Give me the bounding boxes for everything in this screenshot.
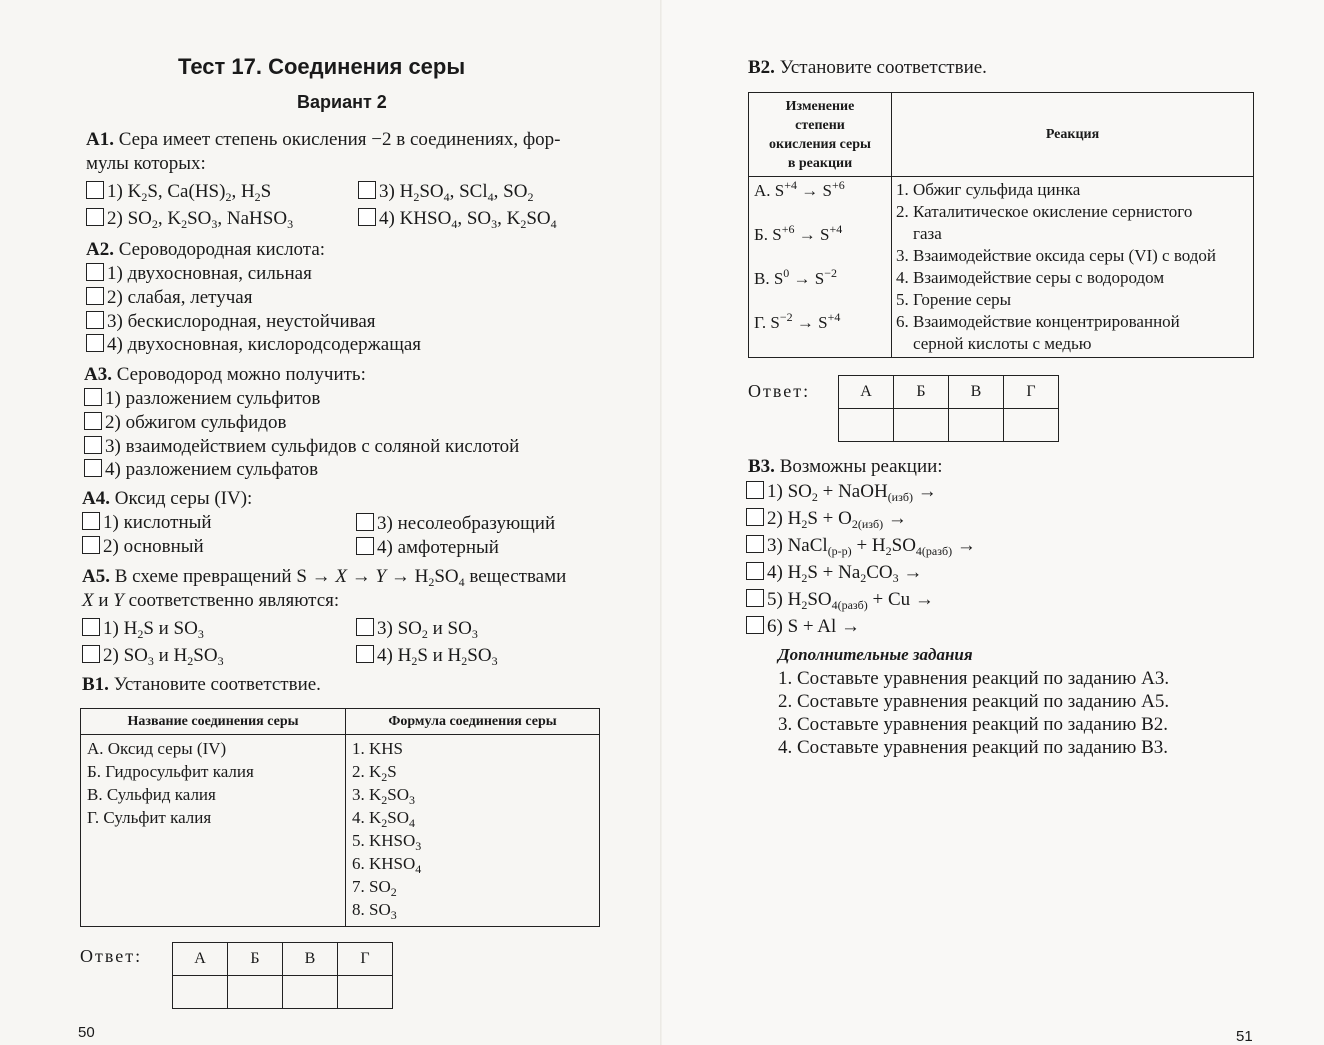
answer-table-b2 xyxy=(838,375,1059,442)
a2-option-1[interactable]: 1) двухосновная, сильная xyxy=(86,262,312,285)
checkbox[interactable] xyxy=(84,388,102,406)
checkbox[interactable] xyxy=(356,537,374,555)
checkbox[interactable] xyxy=(356,618,374,636)
question-a1-cont: мулы которых: xyxy=(86,153,206,174)
a3-option-2[interactable]: 2) обжигом сульфидов xyxy=(84,411,286,434)
a1-option-1[interactable]: 1) $K_2S$, $Ca(HS)_2$, $H_2S$ xyxy=(86,180,271,203)
b2-change-v: В. $S^0 \to S^{-2}$ xyxy=(754,266,838,288)
a5-option-1[interactable]: 1) $H_2S$ и $SO_3$ xyxy=(82,617,204,640)
b1-formula-5: 5. $KHSO_3$ xyxy=(352,831,422,853)
checkbox[interactable] xyxy=(86,263,104,281)
answer-cell[interactable] xyxy=(338,976,393,1009)
answer-col-v: В xyxy=(283,943,338,976)
b1-col-formula-header: Формула соединения серы xyxy=(346,709,600,735)
a1-option-4[interactable]: 4) $KHSO_4$, $SO_3$, $K_2SO_4$ xyxy=(358,207,557,230)
checkbox[interactable] xyxy=(746,562,764,580)
checkbox[interactable] xyxy=(746,508,764,526)
question-a4: А4. Оксид серы (IV): xyxy=(82,488,253,509)
checkbox[interactable] xyxy=(746,589,764,607)
b1-formula-4: 4. $K_2SO_4$ xyxy=(352,808,416,830)
a4-option-3[interactable]: 3) несолеобразующий xyxy=(356,512,555,535)
checkbox[interactable] xyxy=(86,334,104,352)
question-a5-cont: X и Y соответственно являются: xyxy=(82,590,340,611)
extra-task-4: 4. Составьте уравнения реакций по заданию В3. xyxy=(778,737,1169,758)
b1-name-g: Г. Сульфит калия xyxy=(87,808,212,827)
b3-option-1[interactable]: 1) $SO_2$ + NaOH$_{(изб)}$ → xyxy=(746,480,937,503)
a3-option-3[interactable]: 3) взаимодействием сульфидов с соляной кислотой xyxy=(84,435,519,458)
question-a5: А5. В схеме превращений $S \to X \to Y \to H_2SO_4$ веществами xyxy=(82,566,567,589)
b1-formula-3: 3. $K_2SO_3$ xyxy=(352,785,416,807)
a5-option-3[interactable]: 3) $SO_2$ и $SO_3$ xyxy=(356,617,478,640)
question-b3: В3. Возможны реакции: xyxy=(748,456,943,477)
answer-col-b: Б xyxy=(894,376,949,409)
checkbox[interactable] xyxy=(86,181,104,199)
answer-cell[interactable] xyxy=(173,976,228,1009)
b2-reaction-6: 6. Взаимодействие концентрированной xyxy=(896,312,1180,331)
answer-cell[interactable] xyxy=(839,409,894,442)
checkbox[interactable] xyxy=(746,535,764,553)
page-number: 50 xyxy=(78,1024,95,1041)
b1-formula-7: 7. $SO_2$ xyxy=(352,877,397,899)
a5-option-2[interactable]: 2) $SO_3$ и $H_2SO_3$ xyxy=(82,644,224,667)
b1-formula-6: 6. $KHSO_4$ xyxy=(352,854,422,876)
b2-change-b: Б. $S^{+6} \to S^{+4}$ xyxy=(754,222,843,244)
question-a2: А2. Сероводородная кислота: xyxy=(86,239,326,260)
answer-table-b1 xyxy=(172,942,393,1009)
b2-reaction-3: 3. Взаимодействие оксида серы (VI) с водой xyxy=(896,246,1217,265)
answer-cell[interactable] xyxy=(1004,409,1059,442)
answer-cell[interactable] xyxy=(894,409,949,442)
b3-option-3[interactable]: 3) NaCl$_{(р-р)}$ + $H_2SO_{4(разб)}$ → xyxy=(746,534,976,557)
answer-col-v: В xyxy=(949,376,1004,409)
checkbox[interactable] xyxy=(86,311,104,329)
answer-cell[interactable] xyxy=(283,976,338,1009)
a1-option-2[interactable]: 2) $SO_2$, $K_2SO_3$, NaHSO$_3$ xyxy=(86,207,293,230)
b2-col-change-header: Изменение степени окисления серы в реакции xyxy=(749,93,892,177)
b2-match-table xyxy=(748,92,1254,358)
test-title: Тест 17. Соединения серы xyxy=(178,54,466,79)
b1-col-name-header: Название соединения серы xyxy=(81,709,346,735)
variant-title: Вариант 2 xyxy=(297,92,387,112)
checkbox[interactable] xyxy=(84,459,102,477)
checkbox[interactable] xyxy=(746,481,764,499)
b2-col-reaction-header: Реакция xyxy=(892,93,1254,177)
answer-col-a: А xyxy=(173,943,228,976)
b3-option-5[interactable]: 5) $H_2SO_{4(разб)} + Cu$ → xyxy=(746,588,934,611)
b1-formula-2: 2. $K_2S$ xyxy=(352,762,397,784)
right-page xyxy=(662,0,1324,1045)
b2-reaction-2-cont: газа xyxy=(896,224,942,243)
b2-reaction-5: 5. Горение серы xyxy=(896,290,1012,309)
answer-cell[interactable] xyxy=(228,976,283,1009)
b2-change-a: А. $S^{+4} \to S^{+6}$ xyxy=(754,178,845,200)
b3-option-4[interactable]: 4) $H_2S + Na_2CO_3$ → xyxy=(746,561,922,584)
checkbox[interactable] xyxy=(84,412,102,430)
question-a3: А3. Сероводород можно получить: xyxy=(84,364,366,385)
checkbox[interactable] xyxy=(82,536,100,554)
b1-formulas-cell xyxy=(346,735,600,927)
answer-col-a: А xyxy=(839,376,894,409)
a4-option-4[interactable]: 4) амфотерный xyxy=(356,536,499,559)
b3-option-6[interactable]: 6) S + Al → xyxy=(746,615,860,638)
answer-label: Ответ: xyxy=(748,381,811,401)
answer-label: Ответ: xyxy=(80,946,143,966)
checkbox[interactable] xyxy=(358,208,376,226)
checkbox[interactable] xyxy=(86,208,104,226)
extra-task-1: 1. Составьте уравнения реакций по заданию А3. xyxy=(778,668,1170,689)
a2-option-3[interactable]: 3) бескислородная, неустойчивая xyxy=(86,310,376,333)
a1-option-3[interactable]: 3) $H_2SO_4$, SCl$_4$, $SO_2$ xyxy=(358,180,533,203)
checkbox[interactable] xyxy=(82,645,100,663)
b3-option-2[interactable]: 2) $H_2S + O_{2(изб)}$ → xyxy=(746,507,907,530)
checkbox[interactable] xyxy=(82,618,100,636)
a3-option-1[interactable]: 1) разложением сульфитов xyxy=(84,387,320,410)
question-b1: В1. Установите соответствие. xyxy=(82,674,321,695)
a2-option-2[interactable]: 2) слабая, летучая xyxy=(86,286,252,309)
checkbox[interactable] xyxy=(86,287,104,305)
b2-change-g: Г. $S^{-2} \to S^{+4}$ xyxy=(754,310,841,332)
b1-name-a: А. Оксид серы (IV) xyxy=(87,739,227,758)
checkbox[interactable] xyxy=(356,645,374,663)
b2-reaction-1: 1. Обжиг сульфида цинка xyxy=(896,180,1081,199)
b1-name-b: Б. Гидросульфит калия xyxy=(87,762,254,781)
page-number: 51 xyxy=(1236,1028,1253,1045)
extra-tasks-title: Дополнительные задания xyxy=(778,645,973,664)
b1-match-table xyxy=(80,708,600,927)
a2-option-4[interactable]: 4) двухосновная, кислородсодержащая xyxy=(86,333,421,356)
question-b2: В2. Установите соответствие. xyxy=(748,57,987,78)
b1-name-v: В. Сульфид калия xyxy=(87,785,216,804)
extra-task-3: 3. Составьте уравнения реакций по заданию В2. xyxy=(778,714,1169,735)
b2-reaction-6-cont: серной кислоты с медью xyxy=(896,334,1092,353)
a4-option-1[interactable]: 1) кислотный xyxy=(82,511,212,534)
checkbox[interactable] xyxy=(84,436,102,454)
checkbox[interactable] xyxy=(746,616,764,634)
b1-formula-1: 1. KHS xyxy=(352,739,404,758)
answer-col-b: Б xyxy=(228,943,283,976)
a5-option-4[interactable]: 4) $H_2S$ и $H_2SO_3$ xyxy=(356,644,498,667)
question-a1: А1. Сера имеет степень окисления −2 в соединениях, фор- xyxy=(86,129,561,150)
answer-col-g: Г xyxy=(338,943,393,976)
b2-reaction-2: 2. Каталитическое окисление сернистого xyxy=(896,202,1193,221)
checkbox[interactable] xyxy=(358,181,376,199)
b2-reaction-4: 4. Взаимодействие серы с водородом xyxy=(896,268,1165,287)
b1-formula-8: 8. $SO_3$ xyxy=(352,900,397,922)
b1-names-cell xyxy=(81,735,346,927)
b2-changes-cell xyxy=(749,177,892,358)
b2-reactions-cell xyxy=(892,177,1254,358)
checkbox[interactable] xyxy=(356,513,374,531)
a4-option-2[interactable]: 2) основный xyxy=(82,535,204,558)
answer-cell[interactable] xyxy=(949,409,1004,442)
checkbox[interactable] xyxy=(82,512,100,530)
extra-task-2: 2. Составьте уравнения реакций по заданию А5. xyxy=(778,691,1170,712)
answer-col-g: Г xyxy=(1004,376,1059,409)
a3-option-4[interactable]: 4) разложением сульфатов xyxy=(84,458,318,481)
